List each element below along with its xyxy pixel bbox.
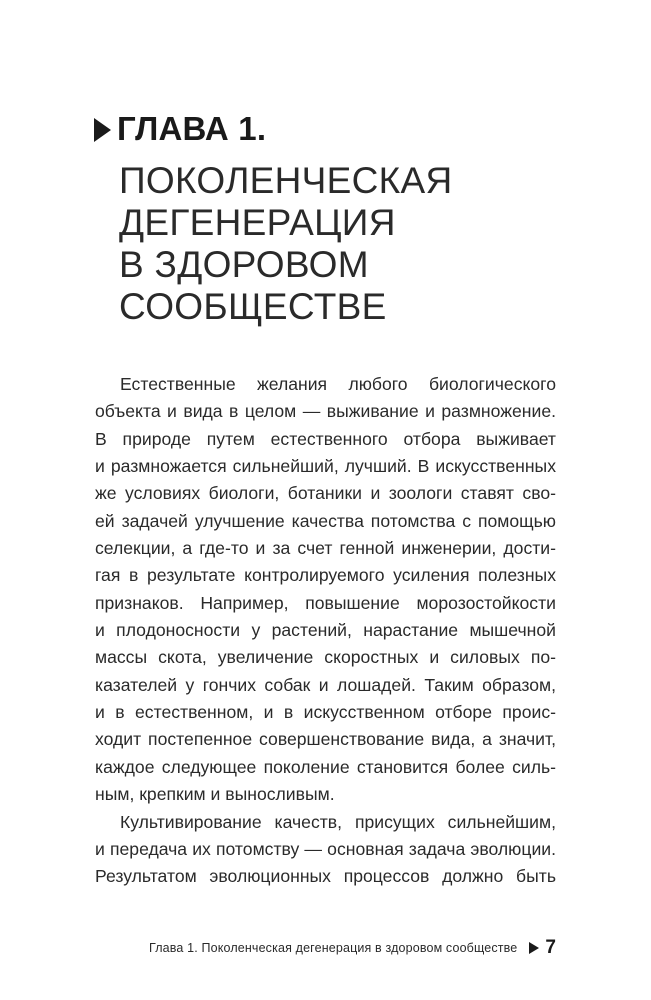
text-line: ным, крепким и выносливым.: [95, 784, 335, 805]
chapter-arrow-icon: [94, 118, 111, 142]
chapter-title-line: ДЕГЕНЕРАЦИЯ: [119, 202, 396, 243]
text-line: ей задачей улучшение качества потомства с помощью: [95, 510, 556, 531]
chapter-title-line: В ЗДОРОВОМ: [119, 244, 369, 285]
body-text: [95, 371, 556, 891]
page-number: 7: [545, 937, 556, 958]
text-line: массы скота, увеличение скоростных и силовых по-: [95, 647, 556, 668]
running-head: Глава 1. Поколенческая дегенерация в здоровом сообществе: [149, 941, 518, 955]
chapter-label: [94, 109, 266, 149]
chapter-number: ГЛАВА 1.: [117, 110, 267, 147]
text-line: Культивирование качеств, присущих сильнейшим,: [120, 811, 556, 832]
paragraph: [95, 371, 556, 809]
page-footer: [149, 936, 556, 960]
chapter-title-line: ПОКОЛЕНЧЕСКАЯ: [119, 160, 453, 201]
text-line: и передача их потомству — основная задача эволюции.: [95, 838, 556, 859]
footer-arrow-icon: [529, 942, 539, 954]
text-line: В природе путем естественного отбора выживает: [95, 428, 556, 449]
paragraph: [95, 809, 556, 891]
text-line: Естественные желания любого биологического: [120, 374, 556, 394]
text-line: же условиях биологи, ботаники и зоологи ставят сво-: [95, 483, 556, 504]
chapter-title-line: СООБЩЕСТВЕ: [119, 286, 387, 327]
chapter-title: [119, 160, 452, 328]
text-line: каждое следующее поколение становится более силь-: [95, 756, 556, 777]
text-line: и размножается сильнейший, лучший. В искусственных: [95, 456, 556, 477]
text-line: и плодоносности у растений, нарастание мышечной: [95, 620, 556, 641]
text-line: гая в результате контролируемого усиления полезных: [95, 565, 556, 586]
text-line: и в естественном, и в искусственном отборе проис-: [95, 702, 556, 723]
text-line: селекции, а где-то и за счет генной инженерии, дости-: [95, 538, 556, 559]
text-line: ходит постепенное совершенствование вида, а значит,: [95, 729, 556, 750]
text-line: объекта и вида в целом — выживание и размножение.: [95, 401, 556, 422]
text-line: Результатом эволюционных процессов должно быть: [95, 866, 556, 887]
text-line: признаков. Например, повышение морозостойкости: [95, 592, 556, 613]
text-line: казателей у гончих собак и лошадей. Таким образом,: [95, 674, 556, 695]
